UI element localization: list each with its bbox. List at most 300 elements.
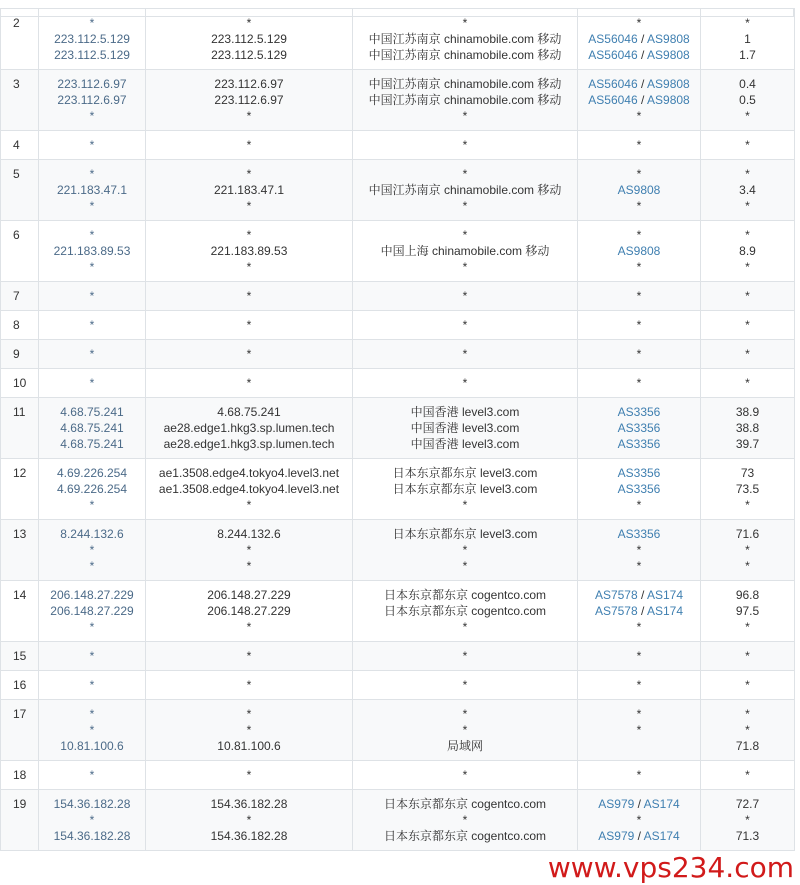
latency-line: 73.5 <box>735 482 760 496</box>
ip-line: * <box>89 768 95 782</box>
as-empty: * <box>636 678 642 692</box>
hostname-cell <box>146 761 353 790</box>
hostname-line: * <box>246 620 252 634</box>
latency-line: * <box>745 649 750 663</box>
as-empty: * <box>636 768 642 782</box>
latency-cell <box>701 761 795 790</box>
hostname-line: * <box>246 228 252 242</box>
latency-line: 1.7 <box>739 48 756 62</box>
ip-cell <box>39 671 146 700</box>
as-line <box>582 182 696 198</box>
as-line <box>582 420 696 436</box>
hop-row <box>1 520 795 581</box>
as-link[interactable]: AS3356 <box>617 482 661 496</box>
latency-cell <box>701 311 795 340</box>
latency-cell <box>701 581 795 642</box>
hop-number: 13 <box>1 520 39 581</box>
as-cell <box>578 160 701 221</box>
hostname-line: * <box>246 109 252 123</box>
ip-line: * <box>89 347 95 361</box>
ip-cell <box>39 340 146 369</box>
ip-line: 223.112.6.97 <box>57 77 127 91</box>
hostname-cell <box>146 221 353 282</box>
as-line <box>582 198 696 214</box>
as-line <box>582 603 696 619</box>
latency-line: 3.4 <box>739 183 756 197</box>
ip-line: * <box>89 678 95 692</box>
location-line: * <box>462 109 468 123</box>
location-cell <box>353 9 578 70</box>
latency-cell <box>701 790 795 851</box>
latency-cell <box>701 520 795 581</box>
ip-cell <box>39 459 146 520</box>
location-cell <box>353 761 578 790</box>
as-cell <box>578 369 701 398</box>
latency-cell <box>701 282 795 311</box>
ip-line: * <box>89 707 95 721</box>
location-line: * <box>462 543 468 557</box>
hop-number: 8 <box>1 311 39 340</box>
hostname-line: 223.112.5.129 <box>211 48 287 62</box>
latency-line: * <box>745 167 750 181</box>
as-link[interactable]: AS56046 <box>588 32 638 46</box>
ip-line: * <box>89 813 95 827</box>
location-line: * <box>462 199 468 213</box>
hostname-cell <box>146 642 353 671</box>
as-link[interactable]: AS3356 <box>617 437 661 451</box>
hostname-line: * <box>246 707 252 721</box>
hop-row <box>1 369 795 398</box>
hostname-line: * <box>246 768 252 782</box>
as-link[interactable]: AS3356 <box>617 527 661 541</box>
ip-line: 223.112.5.129 <box>54 48 130 62</box>
hostname-line: 4.68.75.241 <box>217 405 281 419</box>
as-separator: / <box>637 588 647 602</box>
as-empty: * <box>636 228 642 242</box>
latency-cell <box>701 221 795 282</box>
location-cell <box>353 671 578 700</box>
ip-cell <box>39 761 146 790</box>
ip-line: 223.112.5.129 <box>54 32 130 46</box>
as-cell <box>578 9 701 70</box>
location-line: 中国香港 level3.com <box>410 405 520 419</box>
latency-cell <box>701 700 795 761</box>
location-cell <box>353 369 578 398</box>
hop-number: 6 <box>1 221 39 282</box>
ip-line: * <box>89 498 95 512</box>
location-line: 中国上海 chinamobile.com 移动 <box>380 244 550 258</box>
hop-row <box>1 700 795 761</box>
location-line: * <box>462 768 468 782</box>
hostname-line: * <box>246 167 252 181</box>
location-line: 日本东京都东京 cogentco.com <box>383 829 547 843</box>
as-separator: / <box>634 829 644 843</box>
as-link[interactable]: AS3356 <box>617 405 661 419</box>
ip-cell <box>39 398 146 459</box>
as-cell <box>578 398 701 459</box>
latency-cell <box>701 671 795 700</box>
as-cell <box>578 790 701 851</box>
as-line <box>582 465 696 481</box>
as-separator: / <box>634 797 644 811</box>
hostname-line: 223.112.6.97 <box>214 93 284 107</box>
as-line <box>582 481 696 497</box>
hostname-cell <box>146 311 353 340</box>
ip-line: * <box>89 199 95 213</box>
location-cell <box>353 221 578 282</box>
hostname-line: * <box>246 376 252 390</box>
location-cell <box>353 311 578 340</box>
hop-row <box>1 70 795 131</box>
as-line <box>582 76 696 92</box>
as-link[interactable]: AS9808 <box>647 32 690 46</box>
as-empty: * <box>636 109 642 123</box>
as-cell <box>578 340 701 369</box>
ip-line: 10.81.100.6 <box>60 739 124 753</box>
latency-line: * <box>745 109 750 123</box>
hop-number: 15 <box>1 642 39 671</box>
latency-cell <box>701 9 795 70</box>
ip-line: 4.68.75.241 <box>60 437 124 451</box>
as-empty: * <box>636 707 642 721</box>
as-empty: * <box>636 620 642 634</box>
location-line: 中国江苏南京 chinamobile.com 移动 <box>368 77 562 91</box>
hostname-cell <box>146 520 353 581</box>
as-line <box>582 288 696 304</box>
hostname-line: 221.183.47.1 <box>213 183 285 197</box>
hop-row <box>1 221 795 282</box>
location-line: * <box>462 678 468 692</box>
latency-line: 71.8 <box>735 739 760 753</box>
hostname-line: 223.112.5.129 <box>211 32 287 46</box>
location-line: 日本东京都东京 level3.com <box>392 527 538 541</box>
as-empty: * <box>636 649 642 663</box>
latency-line: 38.8 <box>735 421 760 435</box>
latency-cell <box>701 160 795 221</box>
as-cell <box>578 700 701 761</box>
ip-cell <box>39 311 146 340</box>
as-line <box>582 259 696 275</box>
latency-line: * <box>745 347 750 361</box>
as-line <box>582 436 696 452</box>
ip-line: 8.244.132.6 <box>60 527 124 541</box>
ip-line: * <box>89 620 95 634</box>
hostname-cell <box>146 790 353 851</box>
location-line: * <box>462 649 468 663</box>
as-link[interactable]: AS7578 <box>594 604 638 618</box>
latency-line: 96.8 <box>735 588 760 602</box>
previous-row-edge <box>0 8 794 17</box>
hostname-cell <box>146 581 353 642</box>
hostname-cell <box>146 160 353 221</box>
location-line: * <box>462 707 468 721</box>
location-line: 中国江苏南京 chinamobile.com 移动 <box>368 48 562 62</box>
latency-line: * <box>745 543 750 557</box>
as-line <box>582 542 696 558</box>
as-link[interactable]: AS9808 <box>617 244 661 258</box>
latency-line: * <box>745 707 750 721</box>
hop-row <box>1 131 795 160</box>
hop-row <box>1 459 795 520</box>
as-line <box>582 31 696 47</box>
latency-cell <box>701 642 795 671</box>
as-link[interactable]: AS7578 <box>594 588 638 602</box>
latency-line: 72.7 <box>735 797 760 811</box>
as-line <box>582 648 696 664</box>
location-line: * <box>462 723 468 737</box>
location-cell <box>353 700 578 761</box>
ip-cell <box>39 282 146 311</box>
hostname-line: * <box>246 199 252 213</box>
as-line <box>582 346 696 362</box>
latency-line: 71.6 <box>735 527 760 541</box>
as-line <box>582 767 696 783</box>
as-cell <box>578 761 701 790</box>
as-link[interactable]: AS979 <box>598 829 635 843</box>
location-line: 中国香港 level3.com <box>410 437 520 451</box>
ip-line: * <box>89 260 95 274</box>
as-empty: * <box>636 559 642 573</box>
ip-cell <box>39 790 146 851</box>
latency-cell <box>701 70 795 131</box>
as-cell <box>578 282 701 311</box>
ip-line: 154.36.182.28 <box>53 797 131 811</box>
latency-line: 71.3 <box>735 829 760 843</box>
location-line: * <box>462 620 468 634</box>
latency-line: * <box>745 813 750 827</box>
as-empty: * <box>636 260 642 274</box>
hostname-cell <box>146 369 353 398</box>
hop-number: 19 <box>1 790 39 851</box>
latency-line: 0.5 <box>739 93 756 107</box>
location-cell <box>353 398 578 459</box>
ip-line: * <box>89 376 95 390</box>
latency-cell <box>701 131 795 160</box>
latency-cell <box>701 369 795 398</box>
ip-cell <box>39 131 146 160</box>
ip-cell <box>39 642 146 671</box>
latency-line: * <box>745 498 750 512</box>
hop-row <box>1 790 795 851</box>
latency-line: * <box>745 318 750 332</box>
as-separator: / <box>637 48 648 62</box>
as-link[interactable]: AS9808 <box>647 48 690 62</box>
hostname-line: * <box>246 318 252 332</box>
as-empty: * <box>636 167 642 181</box>
as-link[interactable]: AS9808 <box>647 93 690 107</box>
as-link[interactable]: AS174 <box>643 829 680 843</box>
latency-line: * <box>745 228 750 242</box>
hop-row <box>1 642 795 671</box>
hop-row <box>1 160 795 221</box>
latency-line: * <box>745 559 750 573</box>
latency-line: 0.4 <box>739 77 756 91</box>
hostname-line: * <box>246 260 252 274</box>
hop-row <box>1 311 795 340</box>
hostname-line: 8.244.132.6 <box>217 527 281 541</box>
latency-line: * <box>745 678 750 692</box>
as-line <box>582 166 696 182</box>
ip-line: * <box>89 228 95 242</box>
as-line <box>582 706 696 722</box>
latency-line: 1 <box>744 32 751 46</box>
as-link[interactable]: AS174 <box>647 588 684 602</box>
as-line <box>582 587 696 603</box>
location-line: * <box>462 498 468 512</box>
as-link[interactable]: AS56046 <box>588 48 638 62</box>
as-line <box>582 812 696 828</box>
as-link[interactable]: AS174 <box>647 604 684 618</box>
ip-line: 4.68.75.241 <box>60 421 124 435</box>
ip-line: * <box>89 289 95 303</box>
hop-row <box>1 581 795 642</box>
as-link[interactable]: AS3356 <box>617 421 661 435</box>
ip-line: 4.69.226.254 <box>56 466 128 480</box>
as-line <box>582 47 696 63</box>
hostname-line: * <box>246 813 252 827</box>
latency-line: 97.5 <box>735 604 760 618</box>
hop-number: 2 <box>1 9 39 70</box>
as-cell <box>578 459 701 520</box>
ip-cell <box>39 221 146 282</box>
location-cell <box>353 459 578 520</box>
as-line <box>582 92 696 108</box>
as-empty: * <box>636 318 642 332</box>
location-cell <box>353 581 578 642</box>
as-cell <box>578 520 701 581</box>
hostname-line: 206.148.27.229 <box>207 604 291 618</box>
as-line <box>582 796 696 812</box>
hostname-line: ae28.edge1.hkg3.sp.lumen.tech <box>163 421 335 435</box>
as-empty: * <box>636 498 642 512</box>
location-line: 中国江苏南京 chinamobile.com 移动 <box>368 32 562 46</box>
location-cell <box>353 642 578 671</box>
as-line <box>582 227 696 243</box>
as-cell <box>578 311 701 340</box>
as-line <box>582 619 696 635</box>
as-empty: * <box>636 289 642 303</box>
as-link[interactable]: AS979 <box>598 797 635 811</box>
as-cell <box>578 671 701 700</box>
hostname-line: 223.112.6.97 <box>214 77 284 91</box>
as-line <box>582 15 696 31</box>
location-line: * <box>462 167 468 181</box>
latency-line: * <box>745 289 750 303</box>
hostname-line: * <box>246 16 252 30</box>
ip-line: * <box>89 16 95 30</box>
location-cell <box>353 70 578 131</box>
location-line: 中国江苏南京 chinamobile.com 移动 <box>368 183 562 197</box>
hostname-line: * <box>246 347 252 361</box>
as-link[interactable]: AS9808 <box>617 183 661 197</box>
location-cell <box>353 131 578 160</box>
location-line: * <box>462 347 468 361</box>
ip-line: * <box>89 167 95 181</box>
location-cell <box>353 790 578 851</box>
as-separator: / <box>637 32 648 46</box>
as-empty: * <box>636 347 642 361</box>
as-line <box>582 497 696 513</box>
hop-number: 17 <box>1 700 39 761</box>
as-empty: * <box>636 813 642 827</box>
location-line: * <box>462 16 468 30</box>
as-line <box>582 404 696 420</box>
as-cell <box>578 642 701 671</box>
hostname-line: 10.81.100.6 <box>217 739 281 753</box>
as-link[interactable]: AS9808 <box>647 77 690 91</box>
hop-number: 9 <box>1 340 39 369</box>
latency-line: 8.9 <box>739 244 756 258</box>
ip-line: 221.183.47.1 <box>56 183 128 197</box>
ip-line: * <box>89 559 95 573</box>
ip-cell <box>39 70 146 131</box>
ip-line: * <box>89 723 95 737</box>
hop-row <box>1 761 795 790</box>
hop-number: 14 <box>1 581 39 642</box>
hostname-cell <box>146 459 353 520</box>
hostname-cell <box>146 671 353 700</box>
hostname-line: * <box>246 543 252 557</box>
hop-number: 12 <box>1 459 39 520</box>
location-line: * <box>462 318 468 332</box>
ip-cell <box>39 160 146 221</box>
ip-cell <box>39 9 146 70</box>
ip-line: 206.148.27.229 <box>50 604 134 618</box>
as-separator: / <box>637 77 648 91</box>
latency-line: * <box>745 199 750 213</box>
ip-line: 221.183.89.53 <box>53 244 131 258</box>
hostname-line: 206.148.27.229 <box>207 588 291 602</box>
as-link[interactable]: AS174 <box>643 797 680 811</box>
hop-row <box>1 398 795 459</box>
latency-cell <box>701 340 795 369</box>
latency-line: 73 <box>740 466 755 480</box>
hop-number: 11 <box>1 398 39 459</box>
hop-number: 3 <box>1 70 39 131</box>
as-line <box>582 243 696 259</box>
as-line <box>582 137 696 153</box>
location-cell <box>353 340 578 369</box>
hostname-line: * <box>246 138 252 152</box>
latency-cell <box>701 459 795 520</box>
ip-cell <box>39 581 146 642</box>
latency-line: * <box>745 138 750 152</box>
as-separator: / <box>637 604 647 618</box>
as-separator: / <box>637 93 648 107</box>
as-link[interactable]: AS56046 <box>588 93 638 107</box>
location-cell <box>353 160 578 221</box>
hop-number: 5 <box>1 160 39 221</box>
watermark: www.vps234.com <box>547 851 794 884</box>
as-link[interactable]: AS56046 <box>588 77 638 91</box>
as-line <box>582 317 696 333</box>
latency-line: * <box>745 723 750 737</box>
hop-number: 18 <box>1 761 39 790</box>
hostname-line: * <box>246 289 252 303</box>
hop-number: 16 <box>1 671 39 700</box>
hostname-line: * <box>246 498 252 512</box>
location-line: * <box>462 559 468 573</box>
as-link[interactable]: AS3356 <box>617 466 661 480</box>
hop-row <box>1 671 795 700</box>
location-line: 日本东京都东京 cogentco.com <box>383 588 547 602</box>
location-line: 日本东京都东京 cogentco.com <box>383 797 547 811</box>
hostname-cell <box>146 70 353 131</box>
hop-number: 7 <box>1 282 39 311</box>
ip-line: * <box>89 138 95 152</box>
as-line <box>582 375 696 391</box>
latency-cell <box>701 398 795 459</box>
